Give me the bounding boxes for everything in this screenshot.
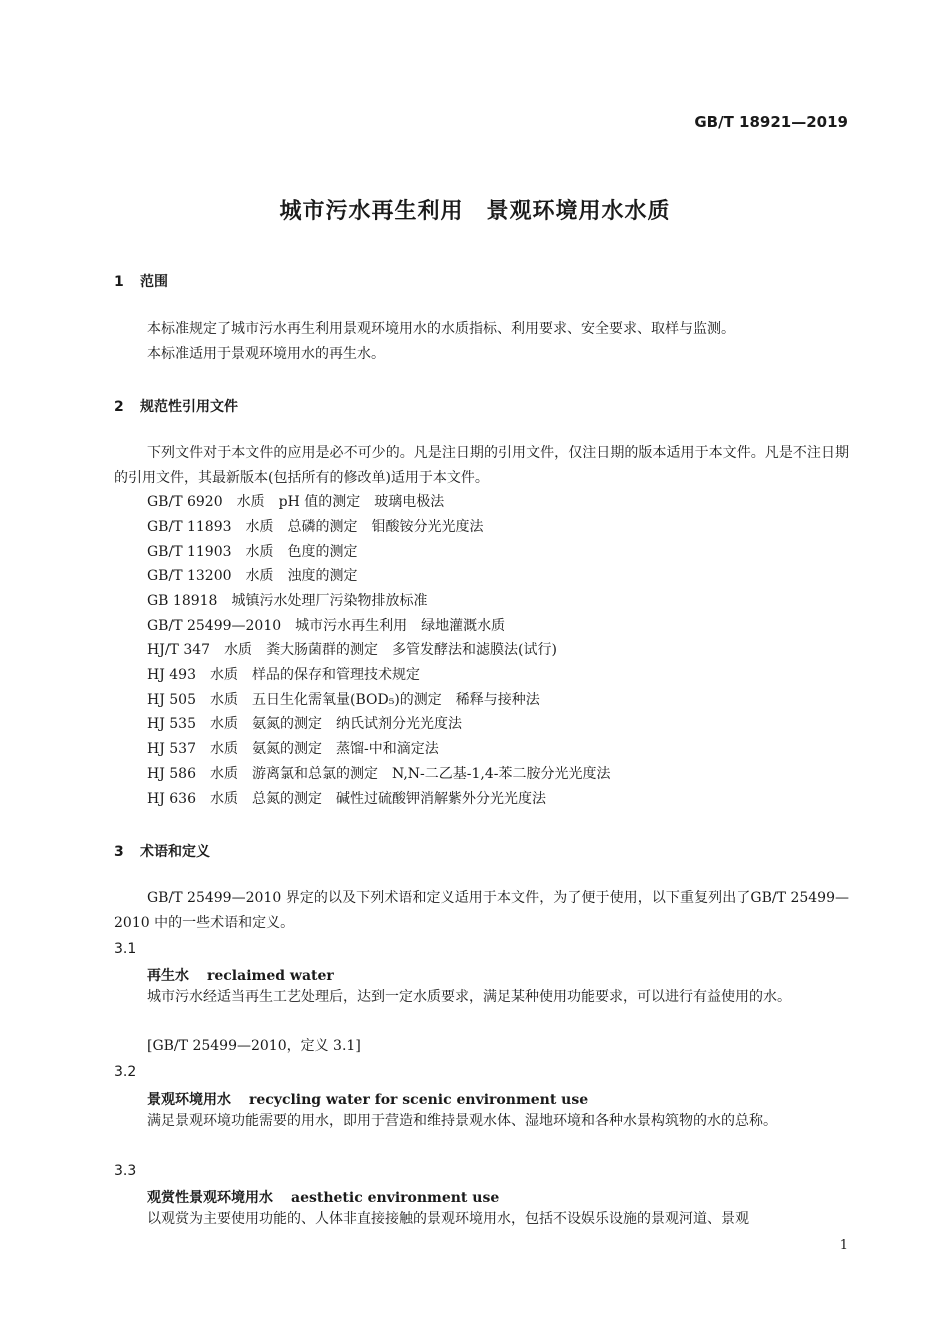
reference-item — [147, 490, 444, 515]
reference-part: 水质 — [236, 494, 265, 510]
reference-code: HJ 586 — [147, 766, 196, 782]
reference-item — [147, 688, 540, 713]
term-chinese: 观赏性景观环境用水 — [147, 1190, 273, 1206]
reference-part: 蒸馏-中和滴定法 — [336, 741, 439, 757]
reference-code: HJ 535 — [147, 716, 196, 732]
reference-part: 城镇污水处理厂污染物排放标准 — [231, 593, 428, 609]
term-chinese: 景观环境用水 — [147, 1092, 231, 1108]
reference-part: 水质 — [224, 642, 253, 658]
reference-part: 游离氯和总氯的测定 — [252, 766, 378, 782]
reference-part: 多管发酵法和滤膜法(试行) — [392, 642, 557, 658]
reference-part: 钼酸铵分光光度法 — [371, 519, 484, 535]
reference-item — [147, 787, 546, 812]
reference-part: 纳氏试剂分光光度法 — [336, 716, 462, 732]
paragraph: 本标准适用于景观环境用水的再生水。 — [147, 346, 385, 362]
section-title: 规范性引用文件 — [140, 399, 238, 415]
reference-item — [147, 589, 427, 614]
reference-part: 水质 — [245, 568, 274, 584]
term-heading — [147, 1089, 588, 1109]
reference-part: 水质 — [210, 692, 238, 708]
reference-part: 水质 — [210, 716, 238, 732]
reference-part: 稀释与接种法 — [455, 692, 540, 708]
reference-part: 玻璃电极法 — [374, 494, 445, 510]
reference-item — [147, 540, 358, 565]
paragraph: 本标准规定了城市污水再生利用景观环境用水的水质指标、利用要求、安全要求、取样与监测。 — [147, 321, 735, 337]
reference-code: GB/T 13200 — [147, 568, 232, 584]
term-definition: 城市污水经适当再生工艺处理后，达到一定水质要求，满足某种使用功能要求，可以进行有益使用的水。 — [147, 989, 791, 1005]
section-number: 2 — [114, 399, 124, 415]
section-1-heading — [114, 271, 168, 291]
reference-item — [147, 515, 484, 540]
reference-part: 粪大肠菌群的测定 — [266, 642, 379, 658]
section-number: 3 — [114, 844, 124, 860]
reference-part: 氨氮的测定 — [252, 741, 322, 757]
reference-part: 绿地灌溉水质 — [421, 618, 506, 634]
term-english: reclaimed water — [207, 968, 334, 984]
reference-item — [147, 614, 505, 639]
reference-code: GB/T 11893 — [147, 519, 232, 535]
term-source: [GB/T 25499—2010，定义 3.1] — [147, 1038, 361, 1054]
reference-item — [147, 663, 420, 688]
document-title: 城市污水再生利用 景观环境用水水质 — [279, 199, 671, 224]
reference-part: 水质 — [210, 667, 238, 683]
section-title: 术语和定义 — [140, 844, 210, 860]
page-number: 1 — [839, 1238, 848, 1253]
reference-item — [147, 712, 462, 737]
term-definition: 以观赏为主要使用功能的、人体非直接接触的景观环境用水，包括不设娱乐设施的景观河道、景观 — [147, 1211, 749, 1227]
term-chinese: 再生水 — [147, 968, 189, 984]
reference-part: 碱性过硫酸钾消解紫外分光光度法 — [336, 791, 546, 807]
reference-part: pH 值的测定 — [278, 494, 361, 510]
reference-item — [147, 762, 611, 787]
term-english: aesthetic environment use — [291, 1190, 500, 1206]
reference-code: GB/T 6920 — [147, 494, 223, 510]
term-heading — [147, 1187, 499, 1207]
section-3-heading — [114, 841, 210, 861]
reference-item — [147, 564, 358, 589]
reference-part: 五日生化需氧量(BOD₅)的测定 — [252, 692, 442, 708]
reference-part: 浊度的测定 — [287, 568, 358, 584]
reference-part: 总氮的测定 — [252, 791, 322, 807]
reference-part: 样品的保存和管理技术规定 — [252, 667, 420, 683]
section-title: 范围 — [140, 274, 168, 290]
reference-code: GB/T 11903 — [147, 544, 232, 560]
reference-item — [147, 737, 439, 762]
document-number: GB/T 18921—2019 — [694, 113, 848, 131]
reference-item — [147, 638, 557, 663]
reference-part: 水质 — [210, 741, 238, 757]
term-number: 3.3 — [114, 1163, 137, 1179]
reference-code: HJ 505 — [147, 692, 196, 708]
reference-part: 氨氮的测定 — [252, 716, 322, 732]
reference-part: 城市污水再生利用 — [295, 618, 408, 634]
term-english: recycling water for scenic environment use — [249, 1092, 589, 1108]
reference-code: HJ 493 — [147, 667, 196, 683]
reference-code: HJ 537 — [147, 741, 196, 757]
reference-part: 水质 — [245, 519, 274, 535]
reference-part: 总磷的测定 — [287, 519, 358, 535]
reference-code: HJ 636 — [147, 791, 196, 807]
reference-code: GB/T 25499—2010 — [147, 618, 282, 634]
term-number: 3.2 — [114, 1064, 137, 1080]
term-heading — [147, 965, 334, 985]
reference-part: N,N-二乙基-1,4-苯二胺分光光度法 — [392, 766, 611, 782]
reference-part: 水质 — [245, 544, 274, 560]
section-2-heading — [114, 396, 238, 416]
paragraph: GB/T 25499—2010 界定的以及下列术语和定义适用于本文件，为了便于使用，以下重复列出了GB/T 25499—2010 中的一些术语和定义。 — [114, 890, 849, 931]
reference-code: HJ/T 347 — [147, 642, 211, 658]
paragraph: 下列文件对于本文件的应用是必不可少的。凡是注日期的引用文件，仅注日期的版本适用于本文件。凡是不注日期的引用文件，其最新版本(包括所有的修改单)适用于本文件。 — [114, 445, 849, 486]
reference-part: 水质 — [210, 791, 238, 807]
reference-part: 水质 — [210, 766, 238, 782]
reference-code: GB 18918 — [147, 593, 218, 609]
term-definition: 满足景观环境功能需要的用水，即用于营造和维持景观水体、湿地环境和各种水景构筑物的水的总称。 — [147, 1113, 777, 1129]
section-number: 1 — [114, 274, 124, 290]
reference-part: 色度的测定 — [287, 544, 358, 560]
term-number: 3.1 — [114, 941, 137, 957]
